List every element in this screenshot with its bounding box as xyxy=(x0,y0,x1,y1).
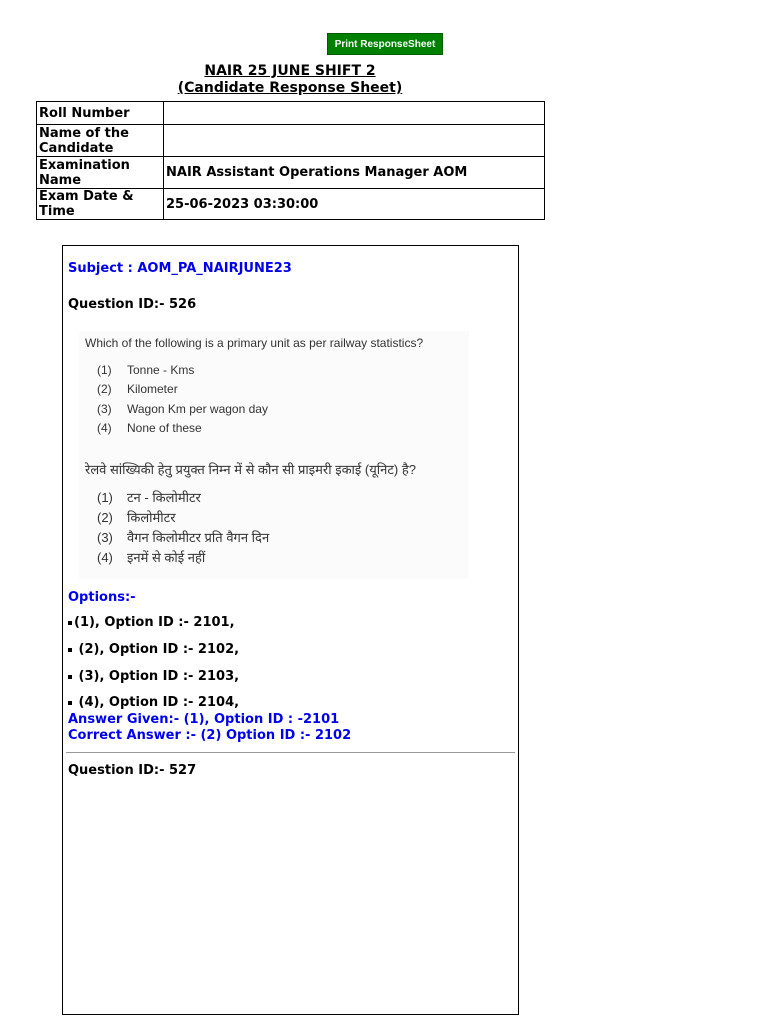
bullet-icon xyxy=(68,621,72,625)
question-text-english: Which of the following is a primary unit as per railway statistics? xyxy=(85,336,424,350)
question-panel xyxy=(62,245,519,1015)
roll-number-value xyxy=(164,102,545,125)
option-english xyxy=(97,382,178,396)
candidate-info-table xyxy=(36,101,545,220)
subject-label: Subject : AOM_PA_NAIRJUNE23 xyxy=(68,261,292,276)
option-text: Wagon Km per wagon day xyxy=(127,402,268,416)
table-row xyxy=(37,157,545,189)
roll-number-label: Roll Number xyxy=(37,102,164,125)
candidate-name-label: Name of the Candidate xyxy=(37,125,164,157)
option-text: किलोमीटर xyxy=(127,510,176,525)
exam-date-label: Exam Date & Time xyxy=(37,189,164,220)
question-id-526: Question ID:- 526 xyxy=(68,297,197,312)
answer-given: Answer Given:- (1), Option ID : -2101 xyxy=(68,712,340,727)
option-text: इनमें से कोई नहीं xyxy=(127,550,206,565)
option-text: None of these xyxy=(127,421,202,435)
option-id-text: (4), Option ID :- 2104, xyxy=(78,695,240,710)
question-id-527: Question ID:- 527 xyxy=(68,763,197,778)
question-text-hindi: रेलवे सांख्यिकी हेतु प्रयुक्त निम्न में से कौन सी प्राइमरी इकाई (यूनिट) है? xyxy=(85,462,416,477)
option-id-row xyxy=(68,642,239,657)
option-id-text: (2), Option ID :- 2102, xyxy=(78,642,240,657)
option-id-text: (3), Option ID :- 2103, xyxy=(78,669,240,684)
option-text: Kilometer xyxy=(127,382,178,396)
option-number: (4) xyxy=(97,421,112,435)
correct-answer: Correct Answer :- (2) Option ID :- 2102 xyxy=(68,728,352,743)
table-row xyxy=(37,102,545,125)
option-number: (2) xyxy=(97,382,112,396)
option-english xyxy=(97,363,194,377)
option-hindi xyxy=(97,488,201,506)
option-english xyxy=(97,402,268,416)
option-number: (1) xyxy=(97,363,112,377)
exam-name-value: NAIR Assistant Operations Manager AOM xyxy=(164,157,545,189)
option-number: (4) xyxy=(97,550,113,565)
table-row xyxy=(37,189,545,220)
option-text: टन - किलोमीटर xyxy=(127,490,201,505)
option-id-text: (1), Option ID :- 2101, xyxy=(74,615,235,630)
bullet-icon xyxy=(68,675,72,679)
option-text: Tonne - Kms xyxy=(127,363,195,377)
table-row xyxy=(37,125,545,157)
question-divider xyxy=(66,752,515,753)
option-number: (1) xyxy=(97,490,113,505)
page-subtitle: (Candidate Response Sheet) xyxy=(177,80,403,96)
print-response-sheet-button[interactable]: Print ResponseSheet xyxy=(327,33,443,55)
option-hindi xyxy=(97,548,205,566)
option-id-row xyxy=(68,615,235,630)
option-english xyxy=(97,421,202,435)
option-number: (3) xyxy=(97,530,113,545)
bullet-icon xyxy=(68,648,72,652)
option-hindi xyxy=(97,508,176,526)
page-title: NAIR 25 JUNE SHIFT 2 xyxy=(204,63,376,79)
option-hindi xyxy=(97,528,269,546)
exam-date-value: 25-06-2023 03:30:00 xyxy=(164,189,545,220)
candidate-name-value xyxy=(164,125,545,157)
option-number: (3) xyxy=(97,402,112,416)
option-text: वैगन किलोमीटर प्रति वैगन दिन xyxy=(127,530,270,545)
option-number: (2) xyxy=(97,510,113,525)
option-id-row xyxy=(68,695,239,710)
option-id-row xyxy=(68,669,239,684)
question-image xyxy=(79,331,469,579)
options-heading: Options:- xyxy=(68,590,136,605)
exam-name-label: Examination Name xyxy=(37,157,164,189)
bullet-icon xyxy=(68,701,72,705)
